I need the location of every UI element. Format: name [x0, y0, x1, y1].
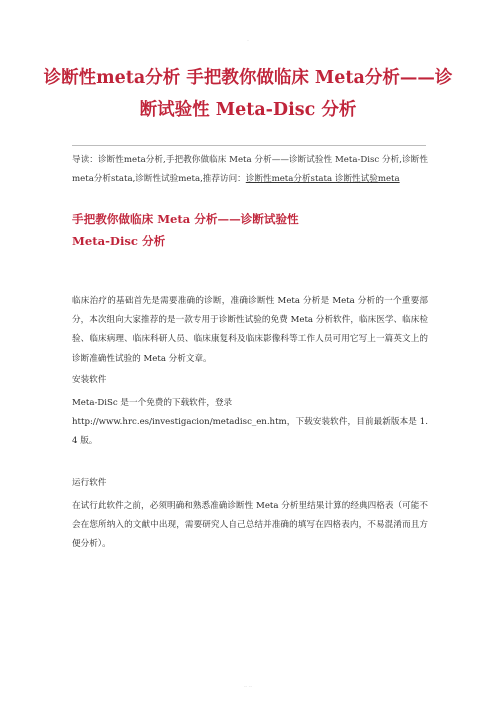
install-line2: http://www.hrc.es/investigacion/metadisc_en.htm，下载安装软件，目前最新版本是 1.4 版。 [72, 417, 428, 447]
intro-paragraph: 临床治疗的基础首先是需要准确的诊断，准确诊断性 Meta 分析是 Meta 分析的一个重要部分，本次组向大家推荐的是一款专用于诊断性试验的免费 Meta 分析软件，临床医学、临床检验、临床病理、临床科研人员、临床康复科及临床影像科等工作人员可用它写上一篇英文上的诊断准确性试验的 Meta 分析文章。 [72, 296, 428, 364]
footer-mark: -- -- [243, 684, 253, 690]
install-paragraph [72, 394, 428, 452]
title-divider [72, 145, 426, 146]
summary-lead: 导读：诊断性meta分析,手把教你做临床 Meta 分析——诊断试验性 Meta-Disc 分析,诊断性meta分析stata,诊断性试验meta,推荐访问： [72, 155, 428, 184]
run-heading: 运行软件 [72, 478, 107, 488]
install-line1: Meta-DiSc 是一个免费的下载软件，登录 [72, 398, 233, 408]
run-paragraph: 在试行此软件之前，必须明确和熟悉准确诊断性 Meta 分析里结果计算的经典四格表（可能不会在您所纳入的文献中出现，需要研究人自己总结并准确的填写在四格表内，不易混淆而且方便分析）。 [72, 501, 428, 550]
install-heading: 安装软件 [72, 375, 107, 385]
article-subtitle-line2: Meta-Disc 分析 [72, 234, 166, 248]
article-subtitle [72, 208, 428, 252]
header-mark: - [247, 38, 249, 44]
document-title: 诊断性meta分析 手把教你做临床 Meta分析——诊断试验性 Meta-Disc 分析 [43, 68, 453, 120]
summary-paragraph [72, 151, 428, 189]
summary-keywords-link[interactable]: 诊断性meta分析stata 诊断性试验meta [245, 174, 400, 184]
article-subtitle-line1: 手把教你做临床 Meta 分析——诊断试验性 [72, 212, 299, 226]
